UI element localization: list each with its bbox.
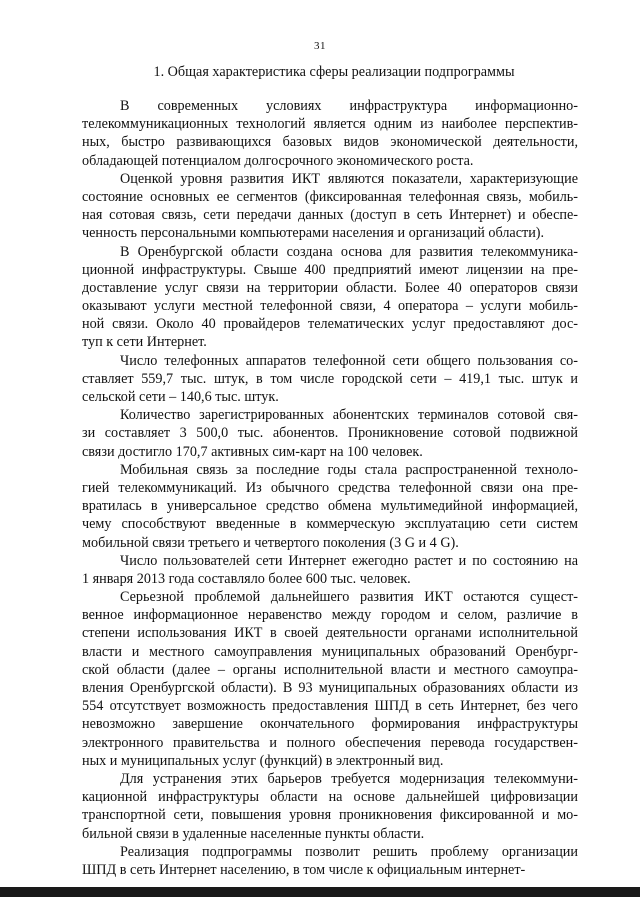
- paragraph: [82, 170, 578, 243]
- paragraph: [82, 406, 578, 461]
- paragraph: [82, 843, 578, 879]
- text-line: ченность персональными компьютерами населения и организаций области).: [82, 225, 545, 242]
- paragraph: [82, 243, 578, 352]
- text-line: чему способствуют введенные в коммерческую эксплуатацию сети систем: [82, 516, 578, 533]
- text-line: ШПД в сеть Интернет населению, в том числе к официальным интернет-: [82, 861, 526, 878]
- paragraph: [82, 552, 578, 588]
- text-line: туп к сети Интернет.: [82, 334, 207, 351]
- text-line: власти и местного самоуправления муниципальных образований Оренбург-: [82, 643, 578, 660]
- text-line: обладающей потенциалом долгосрочного экономического роста.: [82, 152, 474, 169]
- section-heading: 1. Общая характеристика сферы реализации подпрограммы: [153, 64, 515, 80]
- text-line: В современных условиях инфраструктура информационно-: [120, 98, 578, 114]
- text-line: невозможно завершение окончательного формирования инфраструктуры: [82, 716, 578, 733]
- text-line: мобильной связи третьего и четвертого поколения (3 G и 4 G).: [82, 534, 459, 551]
- text-line: ных, быстро развивающихся базовых видов экономической деятельности,: [82, 134, 578, 151]
- text-line: 554 отсутствует возможность предоставления ШПД в сеть Интернет, без чего: [82, 698, 578, 715]
- page-number: 31: [314, 40, 326, 52]
- text-line: ционной инфраструктуры. Свыше 400 предприятий имеют лицензии на пре-: [82, 261, 578, 278]
- text-line: венное информационное неравенство между городом и селом, различие в: [82, 607, 578, 624]
- paragraph: [82, 770, 578, 843]
- text-line: В Оренбургской области создана основа для развития телекоммуника-: [120, 243, 578, 260]
- paragraph: [82, 352, 578, 407]
- text-line: кационной инфраструктуры области на основе дальнейшей цифровизации: [82, 789, 578, 806]
- text-line: телекоммуникационных технологий является одним из наиболее перспектив-: [82, 116, 578, 133]
- paragraph: [82, 97, 578, 170]
- text-line: степени использования ИКТ в своей деятельности органами исполнительной: [82, 625, 578, 642]
- text-line: ных и муниципальных услуг (функций) в электронный вид.: [82, 752, 444, 769]
- text-line: ная сотовая связь, сети передачи данных (доступ в сеть Интернет) и обеспе-: [82, 207, 578, 224]
- text-line: ской области (далее – органы исполнительной власти и местного самоупра-: [82, 661, 578, 678]
- paragraph: [82, 588, 578, 770]
- text-line: сельской сети – 140,6 тыс. штук.: [82, 389, 279, 405]
- text-line: Серьезной проблемой дальнейшего развития ИКТ остаются сущест-: [120, 589, 578, 606]
- text-line: гией телекоммуникаций. Из обычного средства телефонной связи она пре-: [82, 479, 578, 496]
- text-line: Мобильная связь за последние годы стала распространенной техноло-: [120, 461, 578, 478]
- document-body: [82, 97, 578, 879]
- text-line: Число пользователей сети Интернет ежегодно растет и по состоянию на: [120, 552, 578, 569]
- text-line: вратилась в универсальное средство обмена мультимедийной информацией,: [82, 498, 578, 515]
- text-line: зи составляет 3 500,0 тыс. абонентов. Проникновение сотовой подвижной: [82, 425, 578, 442]
- text-line: связи достигло 170,7 активных сим-карт на 100 человек.: [82, 443, 423, 460]
- text-line: Оценкой уровня развития ИКТ являются показатели, характеризующие: [120, 170, 578, 187]
- scan-edge-bar: [0, 887, 640, 897]
- text-line: оказывают услуги местной телефонной связи, 4 оператора – услуги мобиль-: [82, 298, 578, 315]
- text-line: Реализация подпрограммы позволит решить проблему организации: [120, 843, 578, 860]
- paragraph: [82, 461, 578, 552]
- text-line: электронного правительства и полного обеспечения перевода государствен-: [82, 734, 578, 751]
- text-line: ной связи. Около 40 провайдеров телематических услуг предоставляют дос-: [82, 316, 578, 333]
- text-line: транспортной сети, повышения уровня проникновения фиксированной и мо-: [82, 807, 578, 824]
- text-line: ставляет 559,7 тыс. штук, в том числе городской сети – 419,1 тыс. штук и: [82, 370, 578, 387]
- text-line: доставление услуг связи на территории области. Более 40 операторов связи: [82, 279, 578, 296]
- text-line: Количество зарегистрированных абонентских терминалов сотовой свя-: [120, 407, 578, 424]
- text-line: Для устранения этих барьеров требуется модернизация телекоммуни-: [120, 770, 578, 787]
- text-line: 1 января 2013 года составляло более 600 тыс. человек.: [82, 570, 411, 587]
- text-line: вления Оренбургской области). В 93 муниципальных образованиях области из: [82, 680, 578, 696]
- text-line: состояние основных ее сегментов (фиксированная телефонная связь, мобиль-: [82, 188, 578, 205]
- text-line: Число телефонных аппаратов телефонной сети общего пользования со-: [120, 352, 578, 369]
- text-line: бильной связи в удаленные населенные пункты области.: [82, 825, 425, 842]
